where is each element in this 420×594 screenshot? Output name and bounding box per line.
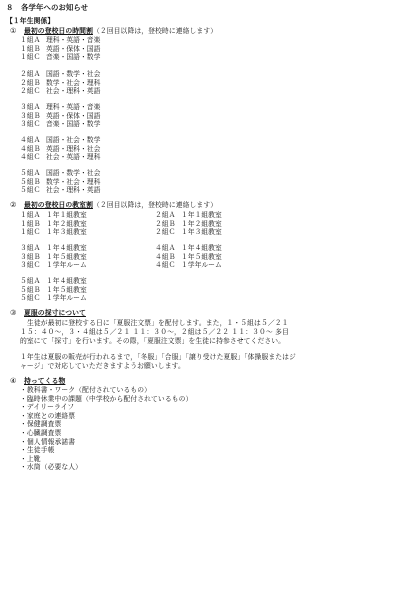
timetable-row xyxy=(20,178,100,187)
grade-heading: 【１年生関係】 xyxy=(6,17,55,25)
subjects: 数学・社会・理科 xyxy=(46,78,101,87)
subjects: 社会・英語・理科 xyxy=(46,153,101,162)
subjects: 音楽・国語・数学 xyxy=(46,53,101,62)
section-4-number: ④ xyxy=(10,376,17,385)
timetable-row xyxy=(20,169,100,178)
subjects: 英語・保体・国語 xyxy=(46,44,101,53)
list-item: ・臨時休業中の課題（中学校から配付されているもの） xyxy=(20,394,193,403)
room-row xyxy=(20,220,87,229)
section-2-note: （２回目以降は，登校時に連絡します） xyxy=(92,201,218,209)
list-item: ・家庭との連絡票 xyxy=(20,411,76,420)
list-item: ・デイリーライフ xyxy=(20,403,75,412)
class-label: ４組Ｃ xyxy=(155,261,176,270)
timetable-row xyxy=(20,186,100,195)
class-label: １組Ａ xyxy=(20,211,41,219)
room-row xyxy=(20,211,87,220)
timetable-row xyxy=(20,79,100,88)
room-row xyxy=(155,220,222,229)
class-label: ２組Ｂ xyxy=(20,78,41,87)
page-title: ８ 各学年へのお知らせ xyxy=(6,3,89,12)
class-label: ５組Ｃ xyxy=(20,186,41,195)
class-label: ２組Ｃ xyxy=(20,87,41,96)
class-label: １組Ａ xyxy=(20,36,41,44)
class-label: ４組Ｂ xyxy=(20,144,41,153)
subjects: 英語・理科・社会 xyxy=(46,144,101,153)
class-label: ３組Ｂ xyxy=(20,111,41,120)
class-label: ３組Ａ xyxy=(20,244,41,252)
room: １学年ルーム xyxy=(46,261,87,270)
section-3-paragraph-1-line: １５：４０～，３・４組は５／２１ １１：３０～，２組は５／２２ １１：３０～ 多目 xyxy=(20,328,289,336)
room: １年４組教室 xyxy=(46,277,87,285)
subjects: 社会・理科・英語 xyxy=(46,186,101,195)
section-1-title: 最初の登校日の時間割 xyxy=(24,27,93,35)
section-1-number: ① xyxy=(10,26,17,35)
class-label: ５組Ｃ xyxy=(20,294,41,303)
timetable-row xyxy=(20,45,100,54)
class-label: ２組Ａ xyxy=(20,70,41,78)
subjects: 社会・理科・英語 xyxy=(46,87,101,96)
room: １年２組教室 xyxy=(46,219,87,228)
timetable-row xyxy=(20,136,100,145)
room-row xyxy=(155,228,222,237)
subjects: 数学・社会・理科 xyxy=(46,177,101,186)
room: １年５組教室 xyxy=(181,252,222,261)
class-label: ５組Ｂ xyxy=(20,285,41,294)
class-label: ５組Ａ xyxy=(20,277,41,285)
timetable-row xyxy=(20,153,100,162)
subjects: 国語・社会・数学 xyxy=(46,136,101,144)
class-label: ２組Ａ xyxy=(155,211,176,219)
room: １年２組教室 xyxy=(181,219,222,228)
list-item: ・保健調査票 xyxy=(20,420,62,429)
room-row xyxy=(155,253,222,262)
class-label: ３組Ａ xyxy=(20,103,41,111)
section-2-heading xyxy=(24,201,217,209)
section-3-paragraph-2-line: ャージ」で対応していただきますようお願いします。 xyxy=(20,362,185,370)
class-label: ２組Ｂ xyxy=(155,219,176,228)
class-label: １組Ｃ xyxy=(20,228,41,237)
room-row xyxy=(20,277,87,286)
timetable-row xyxy=(20,70,100,79)
subjects: 国語・数学・社会 xyxy=(46,169,101,177)
subjects: 英語・保体・国語 xyxy=(46,111,101,120)
room-row xyxy=(20,286,87,295)
list-item: ・上靴 xyxy=(20,454,41,463)
section-3-number: ③ xyxy=(10,308,17,317)
section-3-paragraph-1-line: 生徒が最初に登校する日に「夏服注文票」を配付します。また，１・５組は５／２１ xyxy=(27,319,289,327)
room: １年４組教室 xyxy=(181,244,222,252)
section-2-title: 最初の登校日の教室割 xyxy=(24,201,93,209)
subjects: 音楽・国語・数学 xyxy=(46,120,101,129)
room: １学年ルーム xyxy=(46,294,87,303)
list-item: ・心臓調査票 xyxy=(20,429,62,437)
room: １年３組教室 xyxy=(181,228,222,237)
section-3-paragraph-1-line: 的室にて「採寸」を行います。その際，「夏服注文票」を生徒に持参させてください。 xyxy=(20,337,286,345)
section-3-title: 夏服の採寸について xyxy=(24,309,86,317)
timetable-row xyxy=(20,145,100,154)
class-label: １組Ｂ xyxy=(20,219,41,228)
room: １年４組教室 xyxy=(46,244,87,252)
room-row xyxy=(20,253,87,262)
class-label: ５組Ｂ xyxy=(20,177,41,186)
class-label: ５組Ａ xyxy=(20,169,41,177)
room: １年１組教室 xyxy=(181,211,222,219)
room-row xyxy=(20,244,87,253)
class-label: ３組Ｃ xyxy=(20,120,41,129)
section-3-paragraph-2-line: １年生は夏服の販売が行われるまで，「冬服」「合服」「譲り受けた夏服」「体操服またはジ xyxy=(20,353,296,361)
room: １年１組教室 xyxy=(46,211,87,219)
room: １学年ルーム xyxy=(181,261,222,270)
class-label: ２組Ｃ xyxy=(155,228,176,237)
room-row xyxy=(155,211,222,220)
class-label: ４組Ａ xyxy=(155,244,176,252)
room-row xyxy=(20,294,87,303)
class-label: ３組Ｂ xyxy=(20,252,41,261)
list-item: ・水筒（必要な人） xyxy=(20,463,83,472)
class-label: ４組Ｂ xyxy=(155,252,176,261)
timetable-row xyxy=(20,87,100,96)
room: １年５組教室 xyxy=(46,252,87,261)
class-label: ４組Ａ xyxy=(20,136,41,144)
subjects: 理科・英語・音楽 xyxy=(46,36,101,44)
timetable-row xyxy=(20,120,100,129)
section-1-note: （２回目以降は，登校時に連絡します） xyxy=(92,27,218,35)
class-label: ３組Ｃ xyxy=(20,261,41,270)
subjects: 国語・数学・社会 xyxy=(46,70,101,78)
timetable-row xyxy=(20,53,100,62)
timetable-row xyxy=(20,36,100,45)
section-4-title: 持ってくる物 xyxy=(24,377,66,385)
subjects: 理科・英語・音楽 xyxy=(46,103,101,111)
list-item: ・教科書・ワーク（配付されているもの） xyxy=(20,386,152,394)
section-2-number: ② xyxy=(10,200,17,209)
timetable-row xyxy=(20,103,100,112)
class-label: １組Ｃ xyxy=(20,53,41,62)
class-label: ４組Ｃ xyxy=(20,153,41,162)
list-item: ・個人情報承諾書 xyxy=(20,437,76,446)
timetable-row xyxy=(20,112,100,121)
room-row xyxy=(155,261,222,270)
room-row xyxy=(155,244,222,253)
room: １年３組教室 xyxy=(46,228,87,237)
room-row xyxy=(20,228,87,237)
section-1-heading xyxy=(24,27,217,35)
room-row xyxy=(20,261,87,270)
class-label: １組Ｂ xyxy=(20,44,41,53)
room: １年５組教室 xyxy=(46,285,87,294)
list-item: ・生徒手帳 xyxy=(20,446,55,455)
